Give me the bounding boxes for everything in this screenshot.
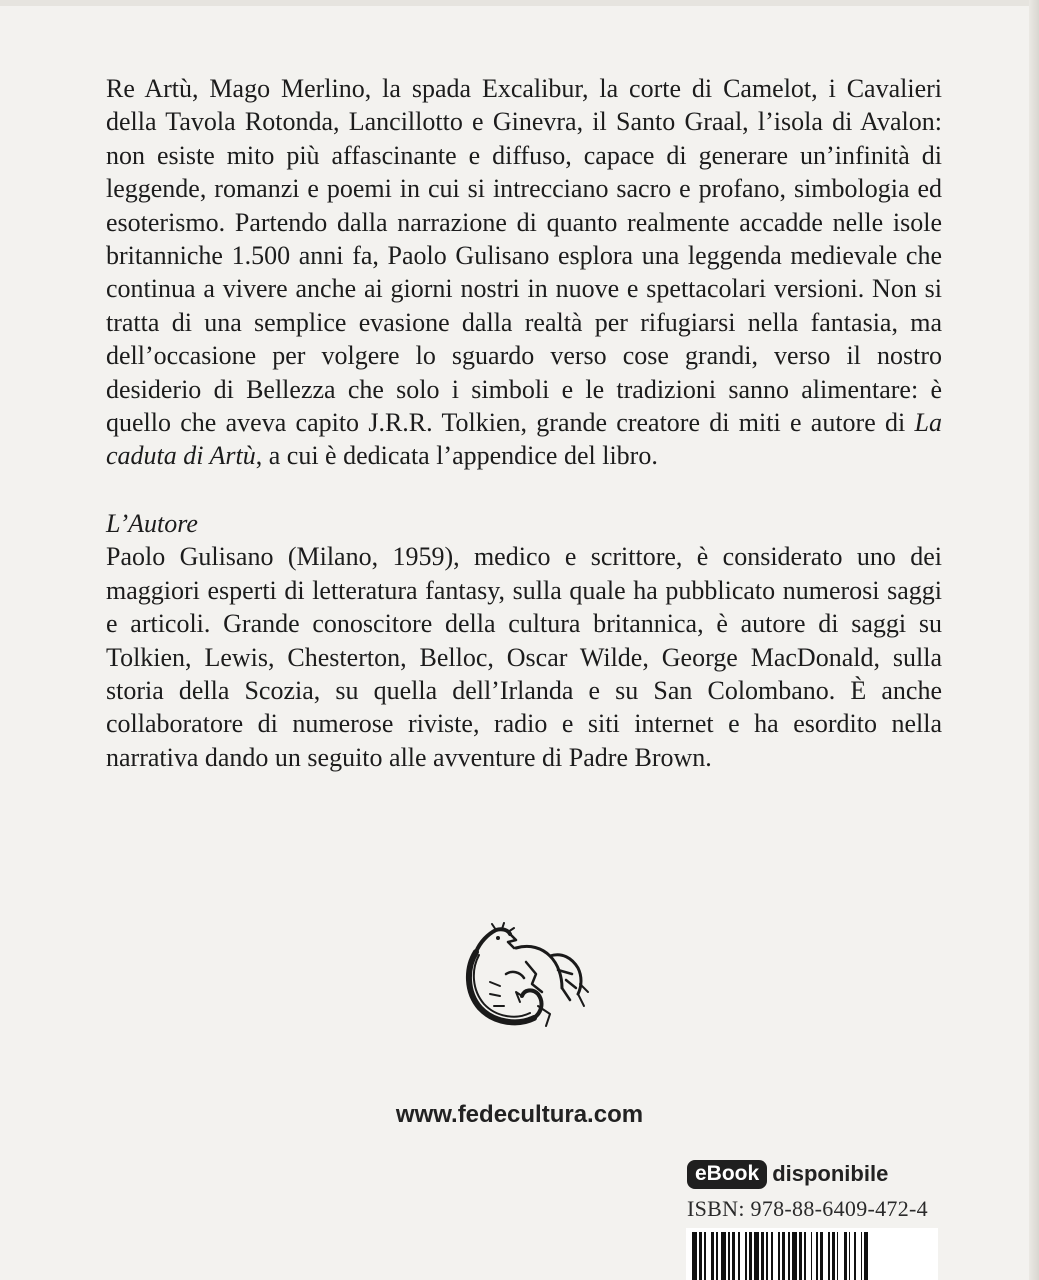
cover-text [106,72,942,774]
barcode-bar [816,1232,818,1280]
barcode-bar [761,1232,764,1280]
barcode-bar [766,1232,768,1280]
barcode-bar [861,1232,863,1280]
barcode-bar [749,1232,752,1280]
ebook-availability [687,1157,888,1191]
author-heading: L’Autore [106,508,198,538]
barcode-bar [864,1232,867,1280]
barcode-bar [738,1232,740,1280]
barcode-bar [716,1232,718,1280]
barcode-bar [854,1232,856,1280]
isbn-number: ISBN: 978-88-6409-472-4 [687,1196,928,1221]
scan-edge [0,0,1039,6]
synopsis-text-end: , a cui è dedicata l’appendice del libro. [255,441,658,471]
synopsis-paragraph [106,72,942,473]
barcode-bar [704,1232,706,1280]
ebook-badge: eBook [687,1160,767,1189]
barcode-bar [837,1232,839,1280]
barcode-bar [788,1232,790,1280]
barcode-bar [832,1232,835,1280]
scan-edge [1029,0,1039,1280]
barcode-bar [849,1232,851,1280]
barcode-bar [844,1232,847,1280]
barcode-bar [754,1232,759,1280]
barcode-bar [728,1232,730,1280]
barcode-bar [792,1232,797,1280]
barcode-bar [782,1232,785,1280]
publisher-website: www.fedecultura.com [395,1101,644,1128]
barcode-bar [699,1232,702,1280]
barcode-bar [778,1232,780,1280]
barcode-bar [828,1232,830,1280]
barcode-bar [732,1232,735,1280]
barcode-bar [804,1232,806,1280]
barcode-bar [820,1232,823,1280]
barcode-bar [811,1232,813,1280]
ebook-label: disponibile [772,1161,889,1186]
barcode-bar [692,1232,697,1280]
barcode-bar [771,1232,773,1280]
barcode-bar [721,1232,726,1280]
dragon-icon [446,922,592,1038]
book-title: La caduta di Artù [106,408,942,471]
synopsis-text: Re Artù, Mago Merlino, la spada Excalibur, la corte di Camelot, i Cavalieri della Tavola Rotonda, Lancillotto e Ginevra, il Santo Graal, l’isola di Avalon: non esiste mito più affascinante e diffuso, capace di generare un’infinità di leggende, romanzi e poemi in cui si intrecciano sacro e profano, simbologia ed esoterismo. Partendo dalla narrazione di quanto realmente accadde nelle isole britanniche 1.500 anni fa, Paolo Gulisano esplora una leggenda medievale che continua a vivere anche ai giorni nostri in nuove e spettacolari versioni. Non si tratta di una semplice evasione dalla realtà per rifugiarsi nella fantasia, ma dell’occasione per volgere lo sguardo verso cose grandi, verso il nostro desiderio di Bellezza che solo i simboli e le tradizioni sanno alimentare: è quello che aveva capito J.R.R. Tolkien, grande creatore di miti e autore di [106,74,942,438]
barcode-bar [711,1232,714,1280]
barcode [686,1228,938,1280]
barcode-bar [799,1232,802,1280]
author-bio: Paolo Gulisano (Milano, 1959), medico e scrittore, è considerato uno dei maggiori esperti di letteratura fantasy, sulla quale ha pubblicato numerosi saggi e articoli. Grande conoscitore della cultura britannica, è autore di saggi su Tolkien, Lewis, Chesterton, Belloc, Oscar Wilde, George MacDonald, sulla storia della Scozia, su quella dell’Irlanda e su San Colombano. È anche collaboratore di numerose riviste, radio e siti internet e ha esordito nella narrativa dando un seguito alle avventure di Padre Brown. [106,542,942,772]
barcode-bar [745,1232,747,1280]
